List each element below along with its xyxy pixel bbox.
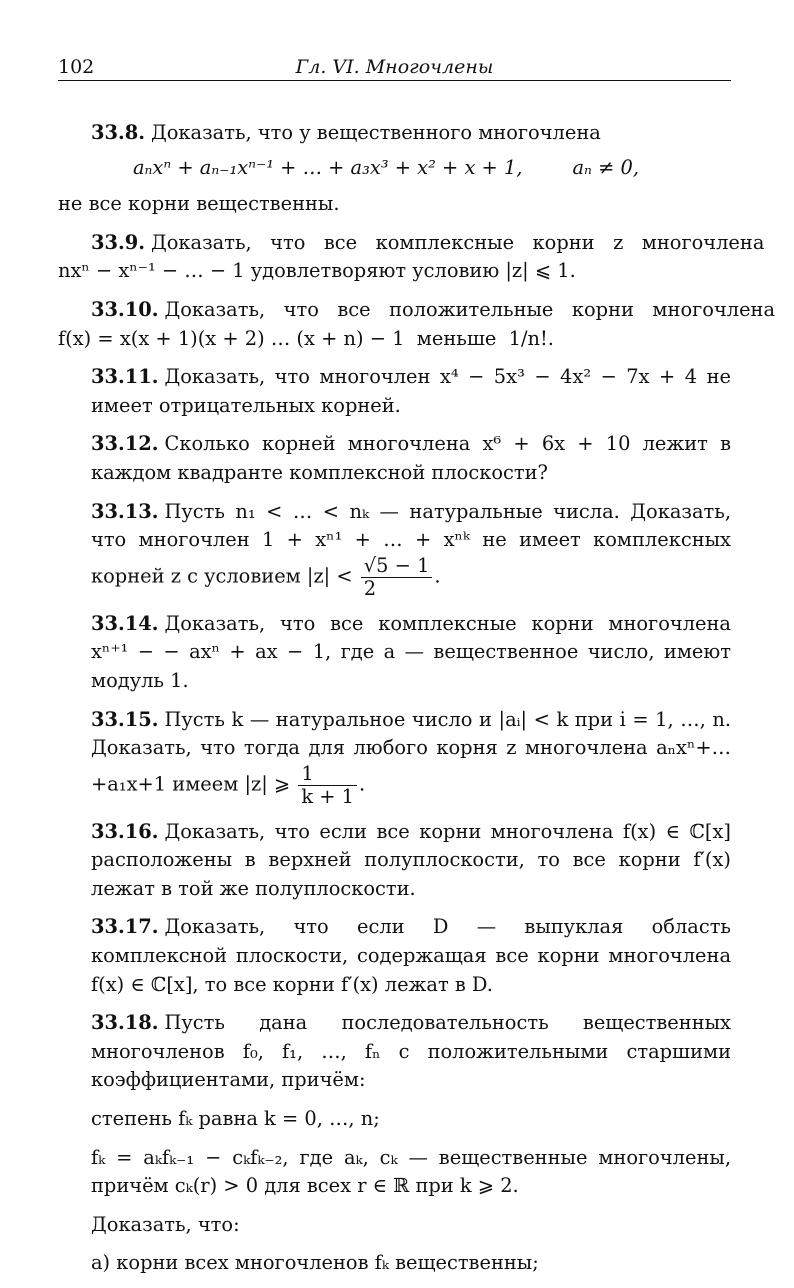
formula: aₙxⁿ + aₙ₋₁xⁿ⁻¹ + … + a₃x³ + x² + x + 1,	[133, 155, 523, 179]
problem-text: Доказать, что все положительные корни многочлена	[164, 297, 776, 321]
fraction-numerator: 1	[298, 763, 357, 786]
fraction-denominator: k + 1	[301, 784, 355, 808]
formula-condition: aₙ ≠ 0,	[572, 155, 639, 179]
problem-condition-recurrence: fₖ = aₖfₖ₋₁ − cₖfₖ₋₂, где aₖ, cₖ — вещественные многочлены, причём cₖ(r) > 0 для всех r ∈ ℝ при k ⩾ 2.	[91, 1145, 731, 1198]
problem-number: 33.10.	[91, 297, 159, 321]
problem-33-8	[58, 119, 731, 219]
problem-number: 33.8.	[91, 121, 145, 144]
problem-text: Доказать, что у вещественного многочлена	[150, 121, 601, 144]
fraction	[298, 763, 357, 808]
problem-text-continued: не все корни вещественны.	[58, 192, 340, 216]
fraction-numerator: √5 − 1	[361, 555, 433, 578]
display-formula	[58, 154, 731, 183]
problem-33-9	[58, 229, 765, 286]
problem-number: 33.12.	[91, 432, 159, 456]
problem-text-continued: nxⁿ − xⁿ⁻¹ − … − 1 удовлетворяют условию |z| ⩽ 1.	[58, 259, 576, 283]
problem-33-17	[58, 913, 731, 999]
book-page	[58, 50, 776, 1288]
fraction-denominator: 2	[363, 576, 377, 600]
problem-item-a: а) корни всех многочленов fₖ вещественны;	[91, 1251, 539, 1275]
problem-number: 33.18.	[91, 1011, 159, 1035]
running-title: Гл. VI. Многочлены	[295, 56, 494, 78]
page-header	[58, 50, 731, 81]
problem-number: 33.16.	[91, 819, 159, 843]
page-number: 102	[58, 56, 95, 78]
problem-33-12	[58, 430, 731, 487]
problem-list	[58, 119, 776, 1278]
problem-33-11	[58, 363, 731, 420]
problem-text-continued: f(x) = x(x + 1)(x + 2) … (x + n) − 1 меньше 1/n!.	[58, 326, 554, 350]
problem-text: Пусть n₁ < … < nₖ — натуральные числа. Доказать, что многочлен 1 + xⁿ¹ + … + xⁿᵏ не имеет комплексных корней z с условием |z| <	[91, 499, 731, 588]
problem-number: 33.13.	[91, 499, 159, 523]
problem-number: 33.14.	[91, 611, 159, 635]
fraction	[361, 555, 433, 600]
problem-33-10	[58, 296, 776, 353]
problem-number: 33.15.	[91, 707, 159, 731]
problem-text: Доказать, что все комплексные корни многочлена xⁿ⁺¹ − − axⁿ + ax − 1, где a — вещественное число, имеют модуль 1.	[91, 611, 731, 692]
problem-33-18	[58, 1009, 731, 1095]
problem-33-15: 33.15. Пусть k — натуральное число и |aᵢ| < k при i = 1, …, n. Доказать, что тогда для любого корня z многочлена aₙxⁿ+…+a₁x+1 имеем |z| ⩾ $\frac{1}{k + 1}$ .	[91, 707, 731, 808]
problem-condition-degree: степень fₖ равна k = 0, …, n;	[91, 1107, 380, 1131]
problem-33-14	[58, 610, 731, 696]
problem-text: Доказать, что многочлен x⁴ − 5x³ − 4x² − 7x + 4 не имеет отрицательных корней.	[91, 365, 731, 417]
problem-text: Доказать, что если все корни многочлена f(x) ∈ ℂ[x] расположены в верхней полуплоскости, то все корни f′(x) лежат в той же полуплоскости.	[91, 819, 731, 900]
problem-prove-intro: Доказать, что:	[91, 1212, 240, 1236]
problem-number: 33.17.	[91, 915, 159, 939]
problem-text: Доказать, что все комплексные корни z многочлена	[150, 230, 765, 254]
problem-text: Пусть дана последовательность вещественных многочленов f₀, f₁, …, fₙ с положительными старшими коэффициентами, причём:	[91, 1011, 731, 1092]
problem-33-13: 33.13. Пусть n₁ < … < nₖ — натуральные числа. Доказать, что многочлен 1 + xⁿ¹ + … + xⁿᵏ не имеет комплексных корней z с условием |z| < $\frac{√5 - 1}{2}$ .	[91, 499, 731, 600]
problem-text: Пусть k — натуральное число и |aᵢ| < k при i = 1, …, n. Доказать, что тогда для любого корня z многочлена aₙxⁿ+…+a₁x+1 имеем |z| ⩾	[91, 707, 731, 796]
problem-number: 33.11.	[91, 365, 159, 389]
problem-number: 33.9.	[91, 230, 145, 254]
problem-text: Доказать, что если D — выпуклая область комплексной плоскости, содержащая все корни многочлена f(x) ∈ ℂ[x], то все корни f′(x) лежат в D.	[91, 915, 731, 996]
problem-33-16	[58, 818, 731, 904]
problem-text: Сколько корней многочлена x⁶ + 6x + 10 лежит в каждом квадранте комплексной плоскости?	[91, 432, 731, 484]
